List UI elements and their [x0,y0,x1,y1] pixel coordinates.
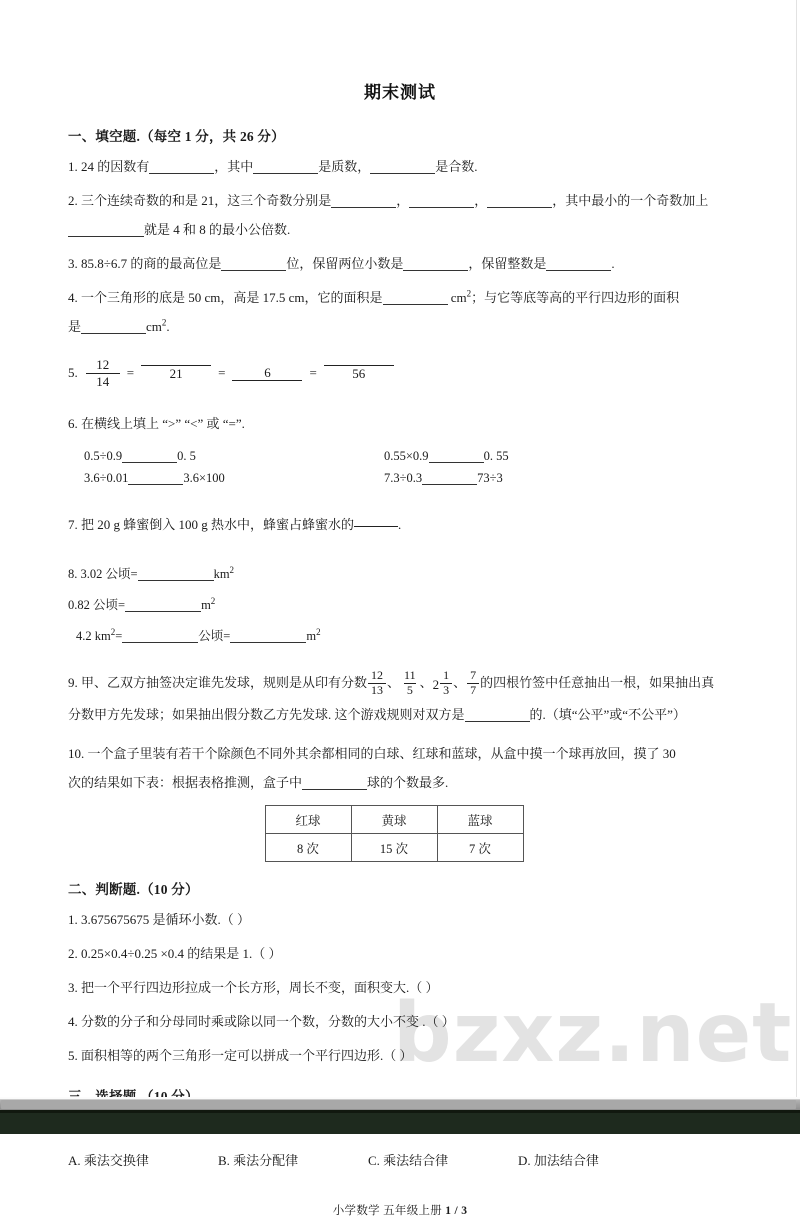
mc-option-d[interactable]: D. 加法结合律 [518,1153,599,1169]
q6-r1-right-expr: 7.3÷0.3 [384,471,423,486]
q6-r1-left-expr: 3.6÷0.01 [84,471,129,486]
question-6-grid [68,448,732,486]
question-7 [68,512,732,537]
q5-f3-numerator: 6 [264,364,271,380]
q6-r0-blank-right[interactable] [429,448,484,463]
q5-f1-denominator: 14 [86,373,120,390]
table-row-headers [265,806,523,834]
q5-fraction-3[interactable] [232,365,302,382]
q5-f1-numerator: 12 [96,357,110,372]
q6-row-0-right [384,448,732,464]
question-4-line-2 [68,314,732,339]
q8-l2-exponent: 2 [210,596,216,607]
question-8-line-1 [68,564,732,582]
q5-fraction-2[interactable] [141,365,211,382]
q5-fraction-4[interactable] [324,365,394,382]
q5-fraction-1 [86,357,120,389]
q9-f1-numerator: 12 [371,668,384,683]
q9-f1-denominator: 13 [368,683,386,697]
q7-blank[interactable] [354,517,398,527]
q5-f2-denominator: 21 [141,365,211,382]
q6-row-1-right [384,470,732,486]
document-content [68,0,732,1218]
q5-equals-3: = [309,365,317,381]
q3-suffix: . [611,256,615,271]
q8-blank-1[interactable] [138,566,214,581]
q2-prefix: 2. 三个连续奇数的和是 21，这三个奇数分别是 [68,193,332,208]
section-heading-fill-in: 一、填空题.（每空 1 分，共 26 分） [68,129,285,144]
q2-line2-suffix: 就是 4 和 8 的最小公倍数. [144,222,291,237]
q7-prefix: 7. 把 20 g 蜂蜜倒入 100 g 热水中，蜂蜜占蜂蜜水的 [68,517,355,533]
mc-option-b[interactable]: B. 乘法分配律 [218,1153,299,1169]
viewer-bottom-edge [0,1110,800,1113]
q3-prefix: 3. 85.8÷6.7 的商的最高位是 [68,256,222,271]
table-header-red-ball: 红球 [265,806,351,834]
question-2-line-2 [68,217,732,242]
table-header-blue-ball: 蓝球 [437,806,523,834]
q6-r1-blank-right[interactable] [422,470,477,485]
q9-f3-denominator: 3 [440,683,452,697]
q4-unit-1: cm [450,290,467,305]
q10-line2-prefix: 次的结果如下表：根据表格推测，盒子中 [68,775,303,791]
q6-row-1-left [84,470,384,486]
q3-blank-3[interactable] [546,256,611,271]
question-9 [68,670,732,698]
q6-r0-left-compare: 0. 5 [177,449,196,464]
q9-fraction-1 [368,669,386,697]
question-1 [68,154,732,179]
q5-equals-2: = [218,365,226,381]
question-4 [68,285,732,310]
q6-r0-left-expr: 0.5÷0.9 [84,449,123,464]
q9-sep-2: 、 [419,675,433,691]
q4-exponent-1: 2 [466,288,472,299]
q8-blank-2[interactable] [125,597,201,612]
viewer-bottom-bar [0,1110,800,1134]
q1-mid-2: 是质数， [318,159,371,174]
q9-f2-numerator: 11 [404,668,416,683]
footer-page-number: 1 / 3 [445,1205,468,1218]
q9-sep-3: 、 [453,675,467,691]
q2-blank-3[interactable] [487,193,552,208]
q3-blank-2[interactable] [403,256,468,271]
q9-f2-denominator: 5 [404,683,416,697]
question-9-line-2 [68,702,732,727]
q6-r0-blank-left[interactable] [122,448,177,463]
q9-line2-suffix: 的.（填“公平”或“不公平”） [529,707,686,723]
q9-f3-numerator: 1 [443,668,450,683]
q8-l3-equals: = [115,629,123,644]
q5-equals-1: = [126,365,135,381]
q9-prefix: 9. 甲、乙双方抽签决定谁先发球，规则是从印有分数 [68,675,368,691]
q9-f4-denominator: 7 [467,683,479,697]
mc-option-a[interactable]: A. 乘法交换律 [68,1153,149,1169]
section-heading-true-false: 二、判断题.（10 分） [68,882,199,898]
q8-l3-unit: m [306,629,317,644]
q9-fraction-2 [401,669,419,697]
question-10-line-1: 10. 一个盒子里装有若干个除颜色不同外其余都相同的白球、红球和蓝球，从盒中摸一个球再放回，摸了 30 [68,746,676,762]
q2-blank-2[interactable] [409,193,474,208]
ball-count-table [265,805,524,862]
page-title: 期末测试 [364,83,436,102]
table-value-yellow-ball: 15 次 [351,834,437,862]
q4-mid: ；与它等底等高的平行四边形的面积 [471,290,680,305]
q7-suffix: . [398,517,402,533]
page-footer [68,1202,732,1218]
q8-l1-prefix: 8. 3.02 公顷= [68,567,138,582]
tf-item-2[interactable]: 2. 0.25×0.4÷0.25 ×0.4 的结果是 1.（ ） [68,946,282,962]
q6-r1-blank-left[interactable] [128,470,183,485]
q10-line2-suffix: 球的个数最多. [367,775,449,791]
tf-item-1[interactable]: 1. 3.675675675 是循环小数.（ ） [68,912,251,928]
footer-subject: 小学数学 五年级上册 [332,1205,443,1218]
horizontal-scrollbar[interactable] [0,1097,800,1110]
q8-l2-unit: m [201,598,211,613]
q9-sep-1: 、 [387,675,401,691]
q1-blank-2[interactable] [253,159,318,174]
q9-f4-numerator: 7 [470,668,477,683]
q8-l3-mid: 公顷= [198,629,231,644]
tf-item-3[interactable]: 3. 把一个平行四边形拉成一个长方形，周长不变，面积变大.（ ） [68,980,439,996]
q8-l3-prefix: 4.2 km [76,629,111,644]
question-10-line-2 [68,770,732,795]
q8-l3-exponent-1: 2 [110,627,116,638]
question-8-line-2 [68,595,732,613]
q8-l1-exponent: 2 [229,565,235,576]
q1-mid-1: ，其中 [214,159,254,174]
q6-r1-left-compare: 3.6×100 [183,471,225,486]
q1-prefix: 1. 24 的因数有 [68,159,150,174]
table-row-values [265,834,523,862]
q9-fraction-4 [467,669,479,697]
tf-item-5[interactable]: 5. 面积相等的两个三角形一定可以拼成一个平行四边形.（ ） [68,1048,413,1064]
q6-r1-right-compare: 73÷3 [477,471,503,486]
q3-mid-2: ，保留整数是 [468,256,547,271]
q1-suffix: 是合数. [435,159,478,174]
q6-r0-right-expr: 0.55×0.9 [384,449,429,464]
q9-line2-prefix: 分数甲方先发球；如果抽出假分数乙方先发球. 这个游戏规则对双方是 [68,707,465,723]
q9-fraction-3 [440,669,452,697]
q8-blank-3[interactable] [122,628,198,643]
q5-label: 5. [68,365,78,381]
q4-prefix: 4. 一个三角形的底是 50 cm，高是 17.5 cm，它的面积是 [68,290,383,305]
q4-line2-suffix: . [166,319,170,334]
q9-blank[interactable] [465,707,530,722]
q1-blank-3[interactable] [370,159,435,174]
q8-l2-prefix: 0.82 公顷= [68,598,126,613]
question-5 [68,357,732,389]
q5-f3-denominator[interactable] [232,380,302,381]
q2-sep-1: ， [396,193,410,208]
q9-tail: 的四根竹签中任意抽出一根，如果抽出真 [480,675,715,691]
q8-l1-unit: km [213,567,230,582]
mc-question-1-options [68,1150,732,1169]
q4-line2-prefix: 是 [68,319,82,334]
q4-exponent-2: 2 [161,317,167,328]
mc-option-c[interactable]: C. 乘法结合律 [368,1153,449,1169]
q6-row-0-left [84,448,384,464]
q6-r0-right-compare: 0. 55 [483,449,509,464]
question-8-line-3 [68,626,732,644]
tf-item-4[interactable]: 4. 分数的分子和分母同时乘或除以同一个数，分数的大小不变 .（ ） [68,1014,455,1030]
scrollbar-thumb[interactable] [1,1100,796,1109]
q4-blank-2[interactable] [81,319,146,334]
question-6-prompt: 6. 在横线上填上 “>” “<” 或 “=”. [68,416,245,432]
question-3 [68,251,732,276]
q9-mixed-number-3 [433,670,454,698]
table-value-blue-ball: 7 次 [437,834,523,862]
q9-m3-whole: 2 [432,676,440,692]
q2-blank-4[interactable] [68,222,144,237]
q3-blank-1[interactable] [221,256,286,271]
q10-blank[interactable] [302,775,367,790]
q2-blank-1[interactable] [331,193,396,208]
q1-blank-1[interactable] [149,159,214,174]
watermark: bzxz.net [393,986,793,1081]
q4-unit-2: cm [146,319,162,334]
q8-blank-4[interactable] [230,628,306,643]
table-header-yellow-ball: 黄球 [351,806,437,834]
question-2 [68,188,732,213]
q3-mid-1: 位，保留两位小数是 [286,256,404,271]
q5-f4-denominator: 56 [324,365,394,382]
q4-blank-1[interactable] [383,290,448,305]
q2-sep-2: ， [474,193,488,208]
q2-tail: ，其中最小的一个奇数加上 [552,193,709,208]
q8-l3-exponent-2: 2 [316,627,321,638]
table-value-red-ball: 8 次 [265,834,351,862]
ball-count-table-wrapper [68,805,732,862]
